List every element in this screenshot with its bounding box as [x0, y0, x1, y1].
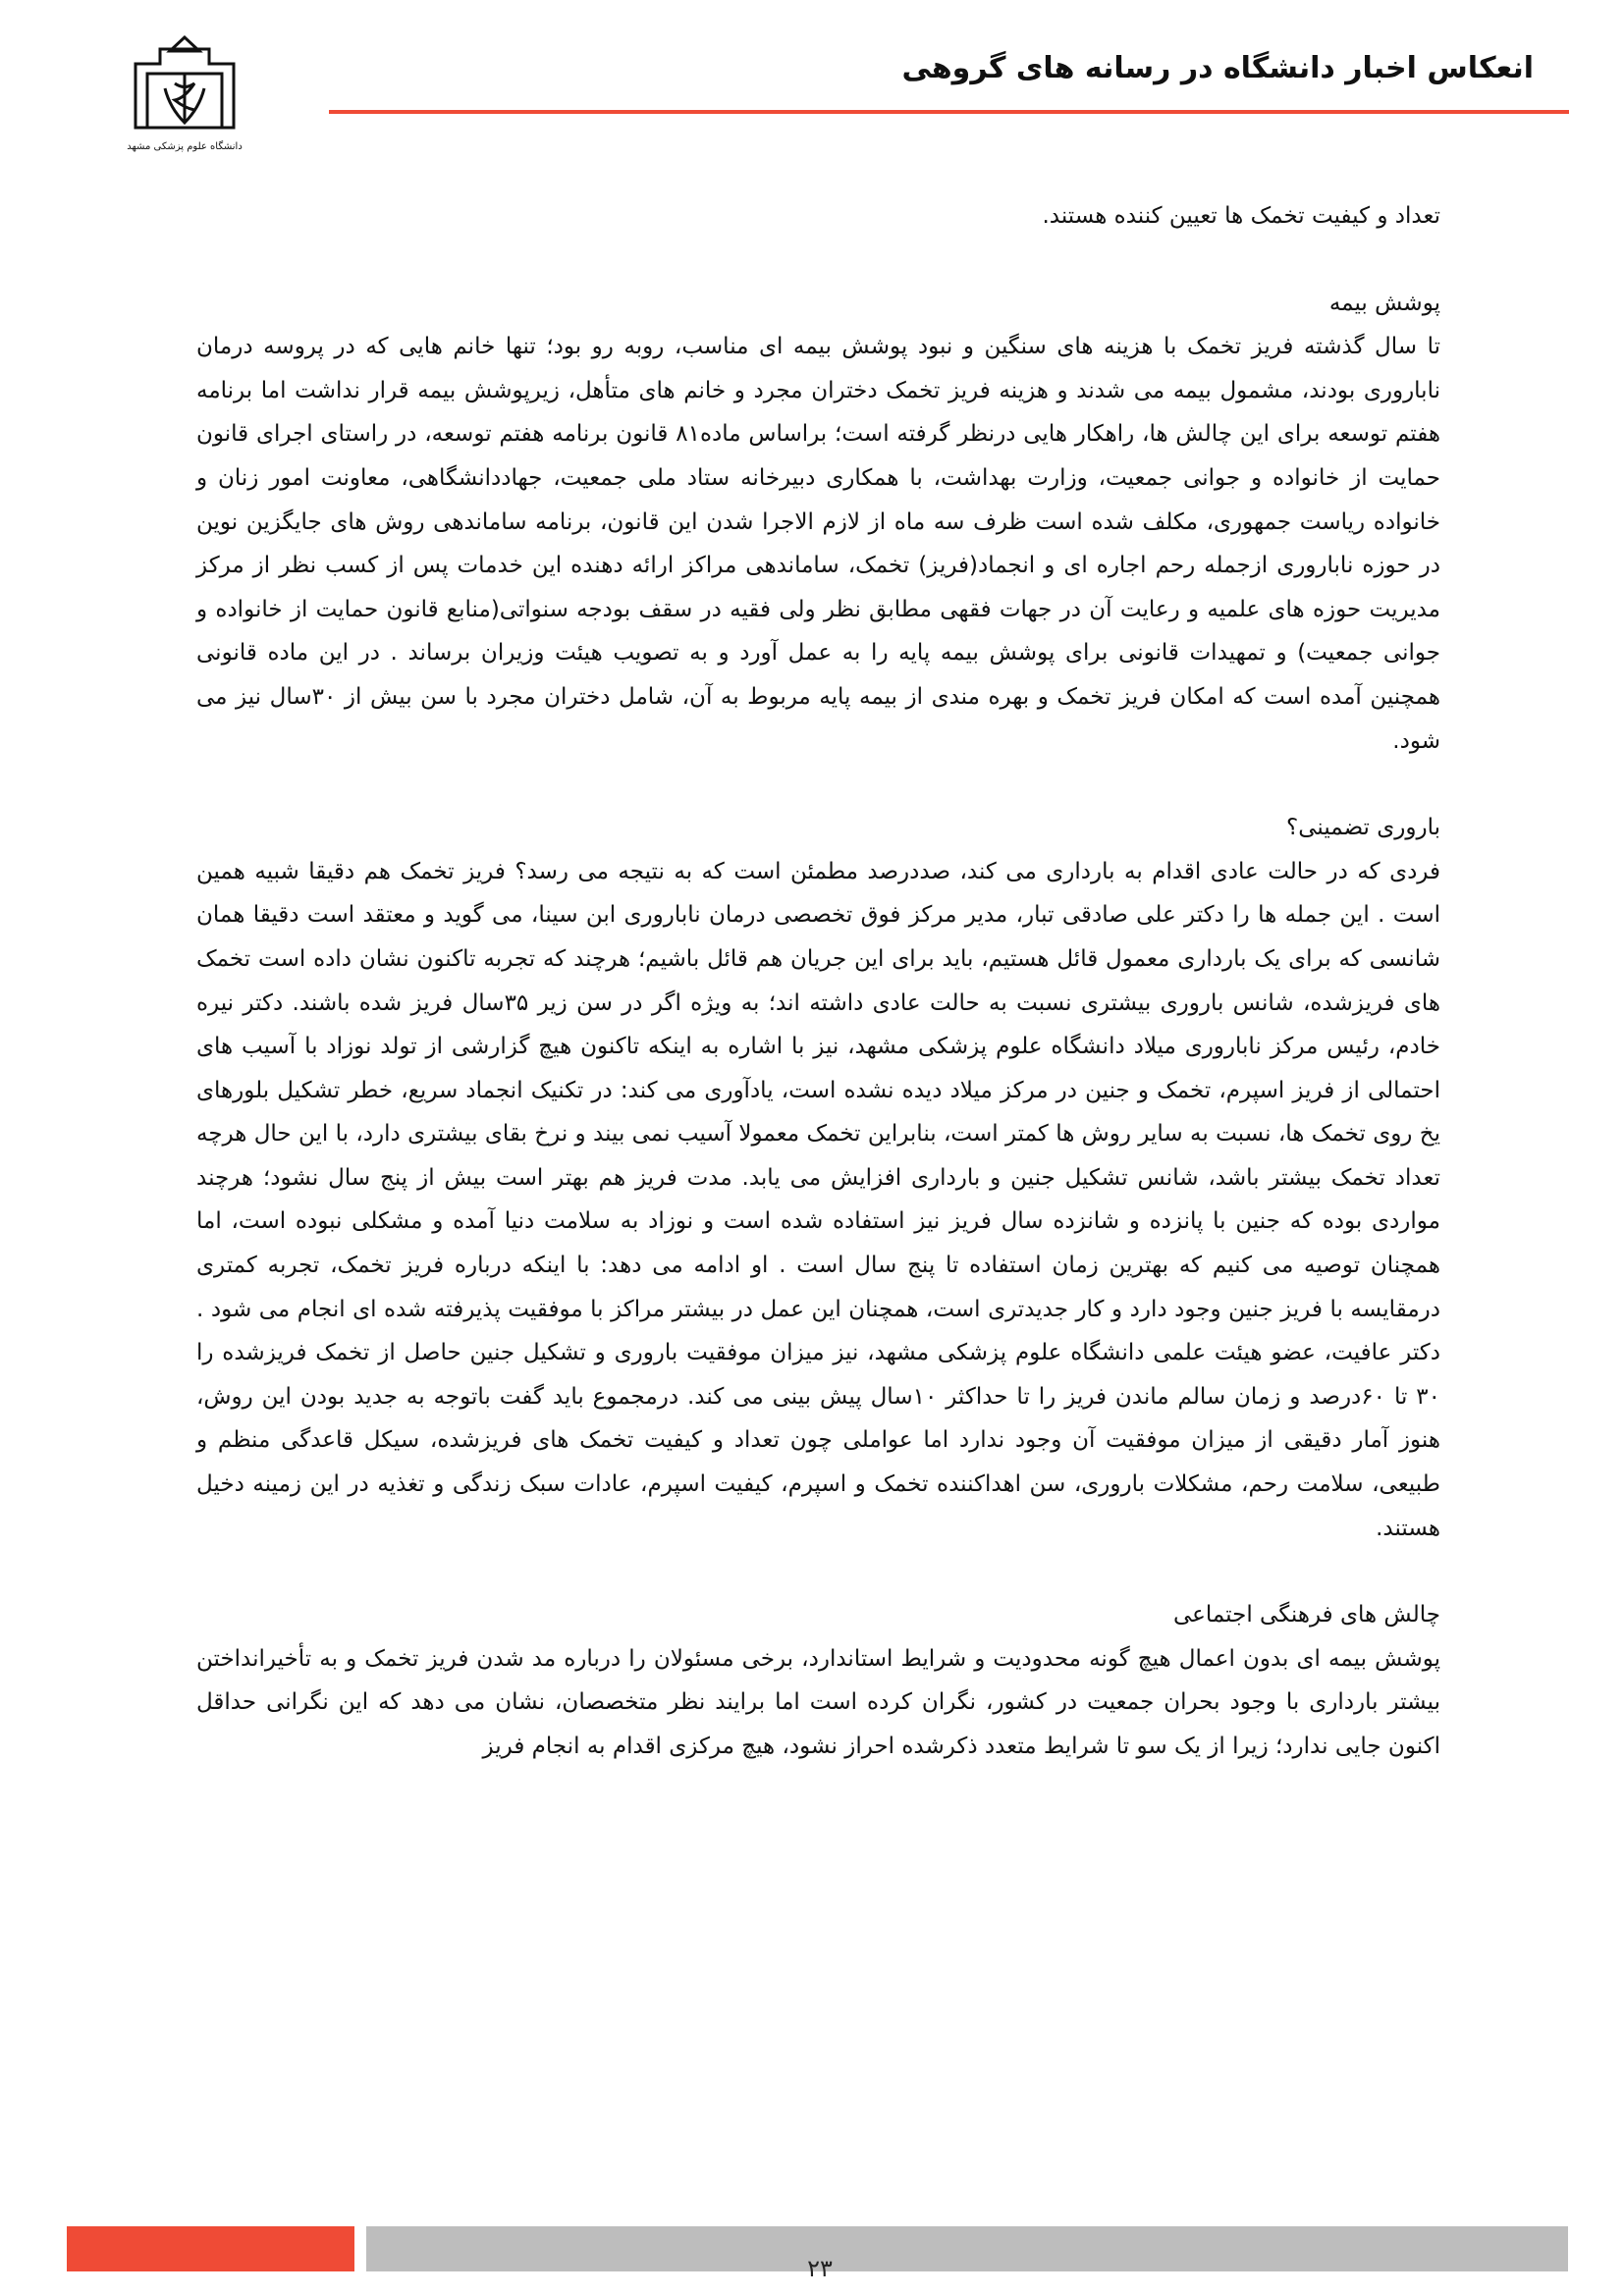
- section-text-insurance: تا سال گذشته فریز تخمک با هزینه های سنگین و نبود پوشش بیمه ای مناسب، روبه رو بود؛ تنها خانم هایی که در پروسه درمان ناباروری بودند، مشمول بیمه می شدند و هزینه فریز تخمک دختران مجرد و خانم های متأهل، زیرپوشش بیمه قرار نداشت اما برنامه هفتم توسعه برای این چالش ها، راهکار هایی درنظر گرفته است؛ براساس ماده۸۱ قانون برنامه هفتم توسعه، در راستای اجرای قانون حمایت از خانواده و جوانی جمعیت، وزارت بهداشت، با همکاری دبیرخانه ستاد ملی جمعیت، جهاددانشگاهی، معاونت امور زنان و خانواده ریاست جمهوری، مکلف شده است ظرف سه ماه از لازم الاجرا شدن این قانون، برنامه ساماندهی روش های جایگزین نوین در حوزه ناباروری ازجمله رحم اجاره ای و انجماد(فریز) تخمک، ساماندهی مراکز ارائه دهنده این خدمات پس از کسب نظر از مرکز مدیریت حوزه های علمیه و رعایت آن در جهات فقهی مطابق نظر ولی فقیه در سقف بودجه سنواتی(منابع قانون حمایت از خانواده و جوانی جمعیت) و تمهیدات قانونی برای پوشش بیمه پایه را به عمل آورد و به تصویب هیئت وزیران برساند . در این ماده قانونی همچنین آمده است که امکان فریز تخمک و بهره مندی از بیمه پایه مربوط به آن، شامل دختران مجرد با سن بیش از ۳۰سال نیز می شود.: [196, 334, 1440, 754]
- section-title-cultural-challenges: چالش های فرهنگی اجتماعی: [1172, 1602, 1440, 1629]
- footer-gray-bar: [366, 2226, 1568, 2271]
- section-title-insurance: پوشش بیمه: [1328, 290, 1440, 316]
- intro-line: تعداد و کیفیت تخمک ها تعیین کننده هستند.: [1042, 203, 1440, 229]
- section-text-guaranteed-fertility: فردی که در حالت عادی اقدام به بارداری می کند، صددرصد مطمئن است که به نتیجه می رسد؟ فریز تخمک هم دقیقا شبیه همین است . این جمله ها را دکتر علی صادقی تبار، مدیر مرکز فوق تخصصی درمان ناباروری ابن سینا، می گوید و معتقد است دقیقا همان شانسی که برای یک بارداری معمول قائل هستیم، باید برای این جریان هم قائل باشیم؛ هرچند که تجربه تاکنون نشان داده است تخمک های فریزشده، شانس باروری بیشتری نسبت به حالت عادی داشته اند؛ به ویژه اگر در سن زیر ۳۵سال فریز شده باشند. دکتر نیره خادم، رئیس مرکز ناباروری میلاد دانشگاه علوم پزشکی مشهد، نیز با اشاره به اینکه تاکنون هیچ گزارشی از تولد نوزاد با آسیب های احتمالی از فریز اسپرم، تخمک و جنین در مرکز میلاد دیده نشده است، یادآوری می کند: در تکنیک انجماد سریع، خطر تشکیل بلورهای یخ روی تخمک ها، نسبت به سایر روش ها کمتر است، بنابراین تخمک معمولا آسیب نمی بیند و نرخ بقای بیشتری دارد، با این حال هرچه تعداد تخمک بیشتر باشد، شانس تشکیل جنین و بارداری افزایش می یابد. مدت فریز هم بهتر است بیش از پنج سال نشود؛ هرچند مواردی بوده که جنین با پانزده و شانزده سال فریز نیز استفاده شده است و نوزاد به سلامت دنیا آمده و مشکلی نبوده است، اما همچنان توصیه می کنیم که بهترین زمان استفاده تا پنج سال است . او ادامه می دهد: با اینکه درباره فریز تخمک، تجربه کمتری درمقایسه با فریز جنین وجود دارد و کار جدیدتری است، همچنان این عمل در بیشتر مراکز با موفقیت پذیرفته شده ای انجام می شود . دکتر عافیت، عضو هیئت علمی دانشگاه علوم پزشکی مشهد، نیز میزان موفقیت باروری و تشکیل جنین حاصل از تخمک فریزشده را ۳۰ تا ۶۰درصد و زمان سالم ماندن فریز را تا حداکثر ۱۰سال پیش بینی می کند. درمجموع باید گفت باتوجه به جدید بودن این روش، هنوز آمار دقیقی از میزان موفقیت آن وجود ندارد اما عواملی چون تعداد و کیفیت تخمک های فریزشده، سیکل قاعدگی منظم و طبیعی، سلامت رحم، مشکلات باروری، سن اهداکننده تخمک و اسپرم، کیفیت اسپرم، عادات سبک زندگی و تغذیه در این زمینه دخیل هستند.: [196, 858, 1441, 1541]
- page-number: ۲۳: [807, 2255, 833, 2282]
- page-header-title: انعکاس اخبار دانشگاه در رسانه های گروهی: [901, 51, 1534, 85]
- article-body: [196, 194, 1440, 1769]
- university-logo: [126, 29, 244, 162]
- logo-caption: دانشگاه علوم پزشکی مشهد: [127, 141, 243, 152]
- section-title-guaranteed-fertility: باروری تضمینی؟: [1286, 815, 1440, 841]
- footer-accent-bar: [67, 2226, 354, 2271]
- section-text-cultural-challenges: پوشش بیمه ای بدون اعمال هیچ گونه محدودیت و شرایط استاندارد، برخی مسئولان را درباره مد شدن فریز تخمک و به تأخیرانداختن بیشتر بارداری با وجود بحران جمعیت در کشور، نگران کرده است اما برایند نظر متخصصان، نشان می دهد که این نگرانی حداقل اکنون جایی ندارد؛ زیرا از یک سو تا شرایط متعدد ذکرشده احراز نشود، هیچ مرکزی اقدام به انجام فریز: [196, 1645, 1440, 1759]
- header-divider: [329, 110, 1569, 114]
